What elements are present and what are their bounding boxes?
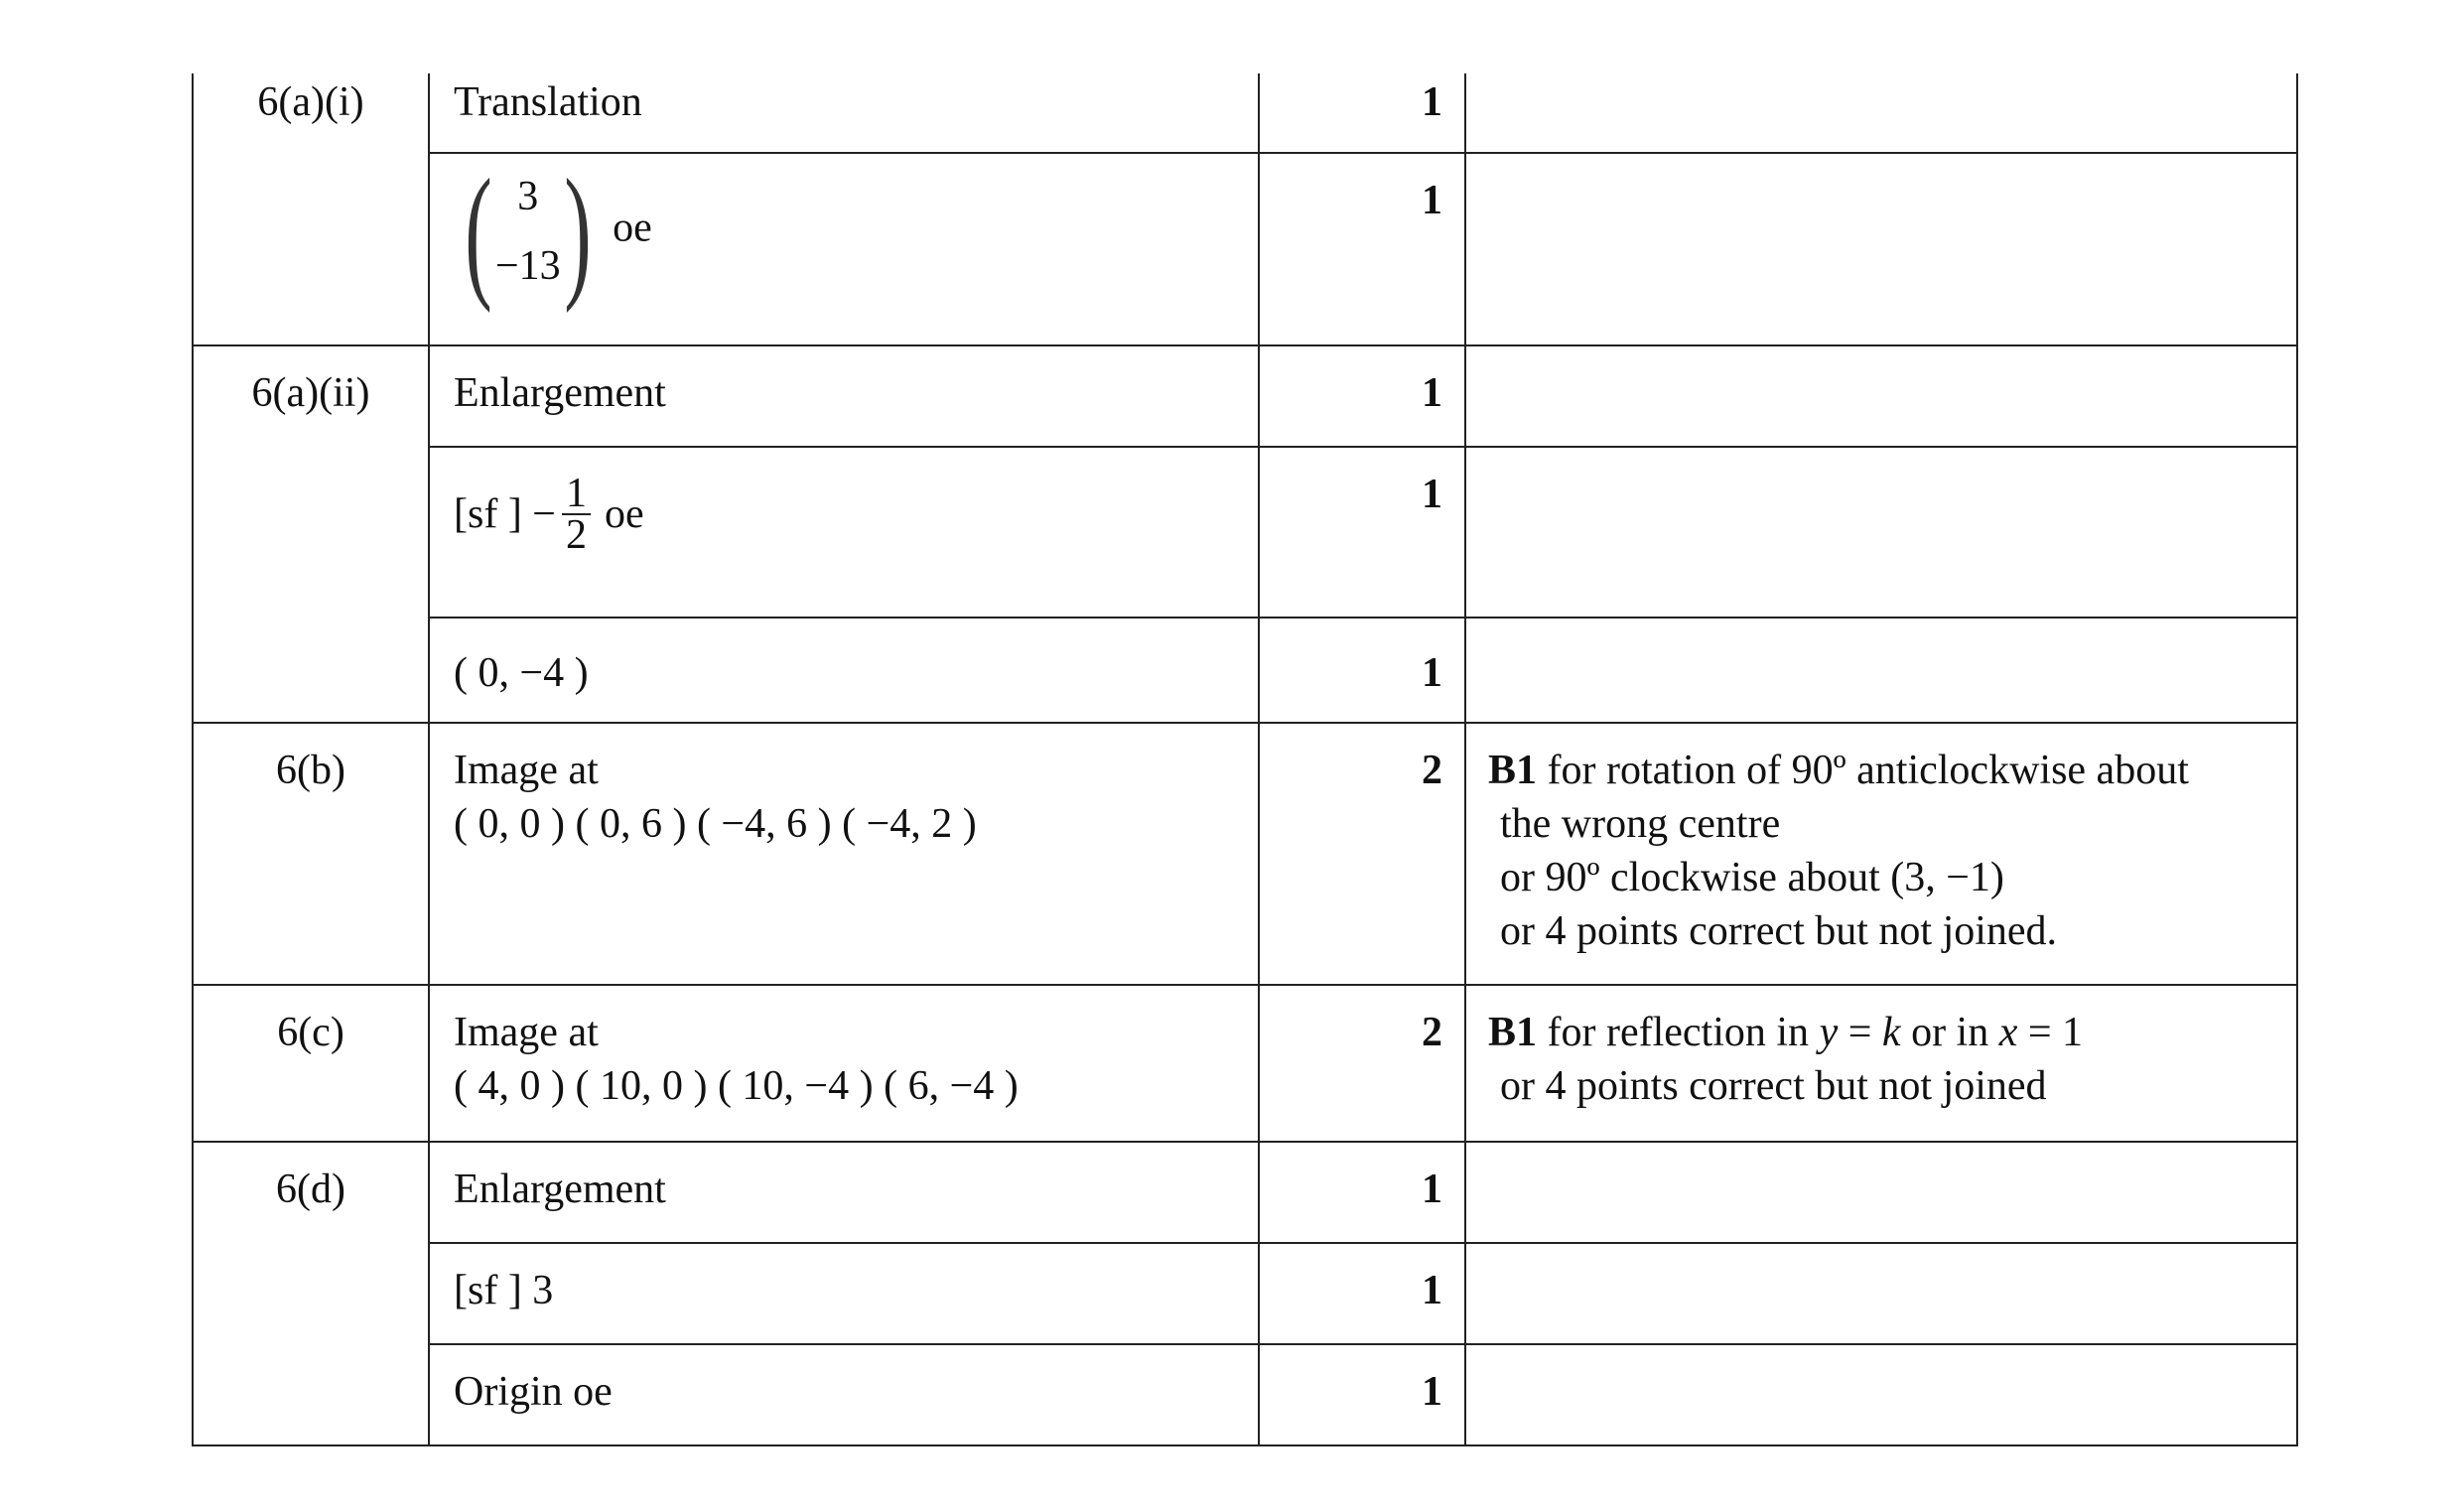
answer-cell (429, 149, 1259, 345)
table-row (193, 447, 2297, 618)
question-number: 6(a)(i) (193, 73, 429, 345)
answer-cell: Origin oe (429, 1344, 1259, 1445)
answer-suffix: oe (613, 205, 652, 251)
notes-cell (1465, 1142, 2297, 1243)
table-row (193, 153, 2297, 345)
answer-line: ( 4, 0 ) ( 10, 0 ) ( 10, −4 ) ( 6, −4 ) (454, 1063, 1019, 1109)
right-paren: ) (563, 149, 592, 314)
notes-cell (1465, 447, 2297, 618)
table-row (193, 723, 2297, 985)
notes-cell (1465, 153, 2297, 345)
fraction-denominator: 2 (566, 512, 587, 558)
mark-cell: 2 (1259, 723, 1465, 985)
notes-cell (1465, 73, 2297, 153)
mark-cell: 2 (1259, 985, 1465, 1142)
note-line: the wrong centre (1500, 801, 1781, 847)
answer-prefix: [sf ] − (454, 491, 556, 537)
mark-cell: 1 (1259, 345, 1465, 447)
question-number: 6(a)(ii) (193, 345, 429, 723)
notes-cell (1465, 723, 2297, 985)
table-row (193, 618, 2297, 723)
answer-line: ( 0, 0 ) ( 0, 6 ) ( −4, 6 ) ( −4, 2 ) (454, 801, 977, 847)
column-vector (454, 149, 603, 314)
mark-scheme-table (192, 73, 2298, 1446)
fraction-numerator: 1 (562, 474, 591, 515)
vector-top: 3 (517, 174, 539, 219)
note-mark-code: B1 (1488, 1010, 1538, 1055)
note-line: or 90º clockwise about (3, −1) (1500, 855, 2004, 900)
mark-cell: 1 (1259, 618, 1465, 723)
answer-cell: Translation (429, 73, 1259, 153)
mark-cell: 1 (1259, 73, 1465, 153)
table-row (193, 985, 2297, 1142)
question-number: 6(c) (193, 985, 429, 1142)
question-number: 6(b) (193, 723, 429, 985)
answer-cell: ( 0, −4 ) (429, 618, 1259, 723)
answer-cell (429, 723, 1259, 985)
answer-cell: Enlargement (429, 1142, 1259, 1243)
mark-cell: 1 (1259, 1142, 1465, 1243)
notes-cell (1465, 345, 2297, 447)
note-line: or 4 points correct but not joined. (1500, 908, 2058, 954)
note-equals: = (1847, 1010, 1872, 1055)
table-row (193, 1243, 2297, 1344)
fraction (562, 471, 591, 558)
mark-cell: 1 (1259, 447, 1465, 618)
note-text: for rotation of 90º anticlockwise about (1547, 748, 2189, 793)
left-paren: ( (465, 149, 492, 314)
notes-cell (1465, 1243, 2297, 1344)
table-row (193, 1344, 2297, 1445)
notes-cell (1465, 985, 2297, 1142)
note-line: or 4 points correct but not joined (1500, 1063, 2047, 1109)
table-row (193, 1142, 2297, 1243)
table-row (193, 73, 2297, 153)
answer-cell (429, 447, 1259, 618)
note-line (1488, 1006, 2272, 1059)
answer-cell: [sf ] 3 (429, 1243, 1259, 1344)
note-var-x: x (1998, 1010, 2018, 1055)
answer-suffix: oe (605, 491, 644, 537)
notes-cell (1465, 618, 2297, 723)
note-text: or in (1911, 1010, 1989, 1055)
note-mark-code: B1 (1488, 748, 1538, 793)
answer-cell: Enlargement (429, 345, 1259, 447)
answer-line: Image at (454, 1010, 599, 1055)
question-number: 6(d) (193, 1142, 429, 1445)
mark-cell: 1 (1259, 153, 1465, 345)
note-line (1488, 744, 2272, 797)
answer-cell (429, 985, 1259, 1142)
answer-line: Image at (454, 748, 599, 793)
note-text: = 1 (2027, 1010, 2084, 1055)
notes-cell (1465, 1344, 2297, 1445)
mark-cell: 1 (1259, 1344, 1465, 1445)
vector-bottom: −13 (494, 243, 561, 289)
mark-cell: 1 (1259, 1243, 1465, 1344)
note-var-k: k (1881, 1010, 1901, 1055)
note-text: for reflection in (1547, 1010, 1810, 1055)
note-var-y: y (1819, 1010, 1839, 1055)
table-row (193, 345, 2297, 447)
